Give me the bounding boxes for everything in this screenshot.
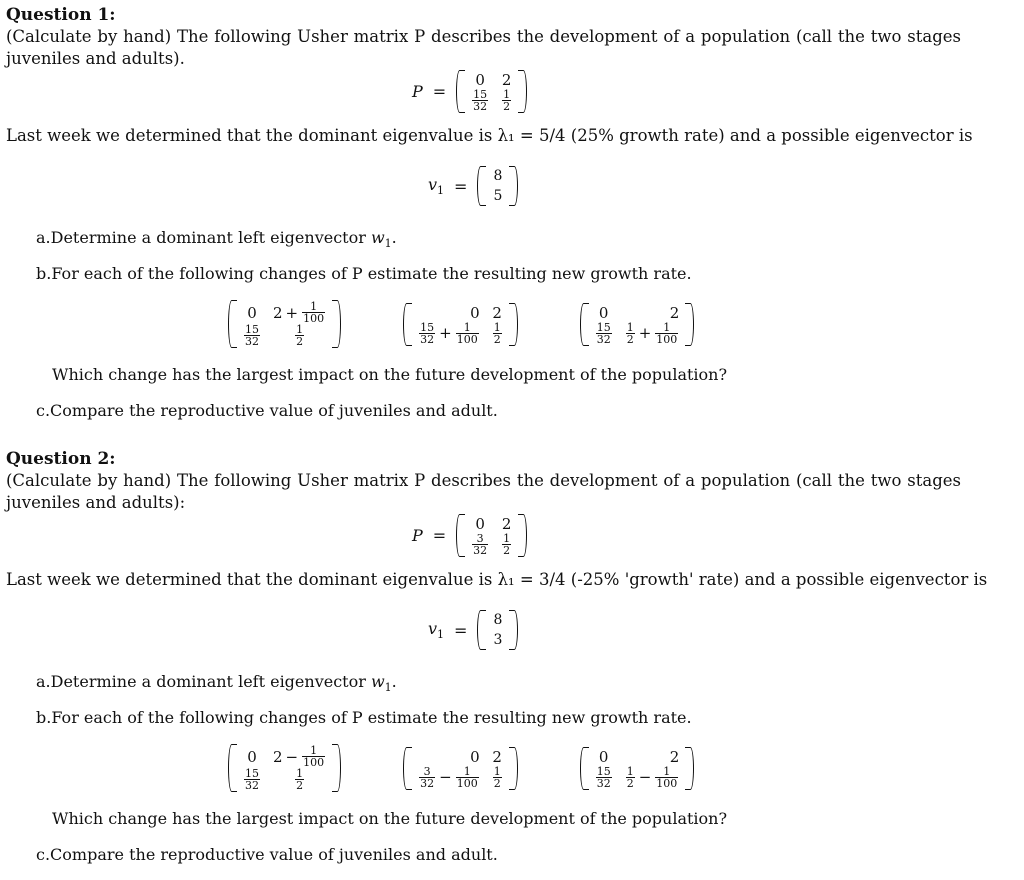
fraction: $\frac{15}{32}$: [596, 320, 611, 346]
fraction: $\frac{1}{2}$: [626, 320, 634, 346]
matrix-grid: [237, 744, 332, 792]
right-paren: [685, 303, 694, 346]
right-paren: [685, 747, 694, 790]
left-paren: [403, 747, 412, 790]
q2-part-b: b.For each of the following changes of P estimate the resulting new growth rate.: [36, 708, 692, 727]
fraction: $\frac{15}{32}$: [596, 764, 611, 790]
right-paren: [509, 166, 518, 206]
m1-r2c1: [243, 324, 261, 347]
right-paren: [509, 747, 518, 790]
q2-eigenvector-v1: [428, 610, 518, 650]
fraction: $\frac{1}{2}$: [493, 320, 501, 346]
left-paren: [403, 303, 412, 346]
q2-p-matrix: [456, 514, 527, 557]
p-r2c2: [501, 533, 512, 556]
p-r2c1: [471, 533, 489, 556]
q1-matrix-p: [412, 70, 527, 113]
m2-r2c1: $\frac{3}{32}$ − $\frac{1}{100}$: [420, 764, 478, 790]
right-paren: [332, 300, 341, 348]
m2-r2c1: $\frac{15}{32}$ + $\frac{1}{100}$: [420, 320, 478, 346]
q1-change-matrix-1: [228, 300, 341, 348]
q1-change-matrix-2: [403, 303, 518, 346]
vector-column: [486, 166, 509, 206]
p-r2c2: [501, 89, 512, 112]
fraction: $\frac{1}{2}$: [503, 88, 511, 113]
q2-v1-label: $v_1$: [428, 618, 445, 642]
q1-which-change: Which change has the largest impact on the future development of the population?: [52, 365, 728, 384]
fraction: $\frac{1}{100}$: [456, 320, 478, 346]
fraction: $\frac{1}{2}$: [626, 764, 634, 790]
m2-r1c2: 2: [492, 303, 502, 322]
matrix-grid: [465, 70, 518, 113]
fraction: $\frac{1}{100}$: [656, 764, 678, 790]
q1-part-b: b.For each of the following changes of P estimate the resulting new growth rate.: [36, 264, 692, 283]
fraction: $\frac{1}{2}$: [296, 323, 304, 348]
matrix-grid: [237, 300, 332, 348]
q1-v1-vector: [477, 166, 518, 206]
m3-r1c1: 0: [598, 747, 609, 766]
q1-eigenvalue-text: Last week we determined that the dominant eigenvalue is λ₁ = 5/4 (25% growth rate) and a possible eigenvector is: [6, 126, 973, 145]
fraction: $\frac{1}{2}$: [493, 764, 501, 790]
m3-r2c1: [595, 766, 613, 789]
fraction: $\frac{1}{100}$: [303, 744, 325, 769]
p-r1c2: 2: [501, 71, 512, 89]
matrix-grid: [412, 303, 509, 346]
fraction: $\frac{1}{2}$: [503, 532, 511, 557]
right-paren: [332, 744, 341, 792]
question-2-intro: (Calculate by hand) The following Usher matrix P describes the development of a population (call the two stages juveniles and adults):: [6, 471, 961, 512]
p-r1c1: 0: [475, 515, 485, 533]
q2-v1-vector: [477, 610, 518, 650]
p-r1c1: 0: [475, 71, 485, 89]
v1-bottom: 5: [493, 188, 503, 204]
q1-p-label: P: [412, 82, 423, 101]
m2-r2c2: [492, 766, 503, 789]
fraction: $\frac{1}{100}$: [656, 320, 678, 346]
m1-r2c2: [294, 768, 305, 791]
left-paren: [477, 610, 486, 650]
q2-part-c: c.Compare the reproductive value of juveniles and adult.: [36, 845, 498, 864]
q1-part-c: c.Compare the reproductive value of juveniles and adult.: [36, 401, 498, 420]
q2-change-matrix-2: [403, 747, 518, 790]
m2-r1c2: 2: [492, 747, 502, 766]
m1-r1c2: 2 − $\frac{1}{100}$: [273, 744, 325, 769]
question-1-title: Question 1:: [6, 5, 116, 25]
left-paren: [456, 514, 465, 557]
p-r2c1: [471, 89, 489, 112]
left-paren: [580, 303, 589, 346]
q2-eigenvalue-text: Last week we determined that the dominant eigenvalue is λ₁ = 3/4 (-25% 'growth' rate) and a possible eigenvector is: [6, 570, 988, 589]
q1-eigenvector-v1: [428, 166, 518, 206]
q1-v1-equals: =: [454, 176, 468, 196]
question-1-intro: (Calculate by hand) The following Usher matrix P describes the development of a population (call the two stages juveniles and adults).: [6, 27, 961, 68]
fraction: $\frac{15}{32}$: [245, 767, 259, 792]
m3-r1c2: 2: [669, 747, 680, 766]
m3-r2c2: $\frac{1}{2}$ + $\frac{1}{100}$: [626, 320, 678, 346]
m2-r1c1: 0: [470, 303, 480, 322]
fraction: $\frac{1}{2}$: [296, 767, 304, 792]
matrix-grid: [589, 747, 686, 790]
q1-change-matrix-3: [580, 303, 695, 346]
m3-r2c1: [595, 322, 613, 345]
v1-bottom: 3: [493, 632, 503, 648]
p-r1c2: 2: [501, 515, 512, 533]
matrix-grid: [465, 514, 518, 557]
v1-top: 8: [493, 612, 503, 628]
q2-changed-matrices: [228, 744, 694, 792]
q1-v1-label: $v_1$: [428, 174, 445, 198]
left-paren: [228, 744, 237, 792]
q1-p-equals: =: [432, 82, 447, 101]
vector-column: [486, 610, 509, 650]
right-paren: [509, 610, 518, 650]
m3-r2c2: $\frac{1}{2}$ − $\frac{1}{100}$: [626, 764, 678, 790]
m1-r1c2: 2 + $\frac{1}{100}$: [273, 300, 325, 325]
q2-p-equals: =: [432, 526, 447, 545]
matrix-grid: [589, 303, 686, 346]
m1-r2c1: [243, 768, 261, 791]
v1-top: 8: [493, 168, 503, 184]
q1-part-a: a.Determine a dominant left eigenvector $w_1$.: [36, 228, 397, 251]
left-paren: [228, 300, 237, 348]
m1-r1c1: 0: [247, 303, 257, 322]
q2-p-label: P: [412, 526, 423, 545]
m1-r2c2: [294, 324, 305, 347]
q1-changed-matrices: [228, 300, 694, 348]
q2-change-matrix-3: [580, 747, 695, 790]
m3-r1c1: 0: [598, 303, 609, 322]
q2-which-change: Which change has the largest impact on the future development of the population?: [52, 809, 728, 828]
q2-change-matrix-1: [228, 744, 341, 792]
q2-v1-equals: =: [454, 620, 468, 640]
question-2-title: Question 2:: [6, 449, 116, 469]
m2-r2c2: [492, 322, 503, 345]
fraction: $\frac{15}{32}$: [420, 320, 435, 346]
right-paren: [509, 303, 518, 346]
fraction: $\frac{15}{32}$: [245, 323, 259, 348]
right-paren: [518, 514, 527, 557]
fraction: $\frac{1}{100}$: [456, 764, 478, 790]
q2-matrix-p: [412, 514, 527, 557]
q2-part-a: a.Determine a dominant left eigenvector $w_1$.: [36, 672, 397, 695]
fraction: $\frac{3}{32}$: [420, 764, 435, 790]
m2-r1c1: 0: [470, 747, 480, 766]
m1-r1c1: 0: [247, 747, 257, 766]
fraction: $\frac{1}{100}$: [303, 300, 325, 325]
matrix-grid: [412, 747, 509, 790]
q1-p-matrix: [456, 70, 527, 113]
left-paren: [477, 166, 486, 206]
right-paren: [518, 70, 527, 113]
fraction: $\frac{3}{32}$: [473, 532, 488, 557]
m3-r1c2: 2: [669, 303, 680, 322]
fraction: $\frac{15}{32}$: [473, 88, 488, 113]
left-paren: [580, 747, 589, 790]
left-paren: [456, 70, 465, 113]
